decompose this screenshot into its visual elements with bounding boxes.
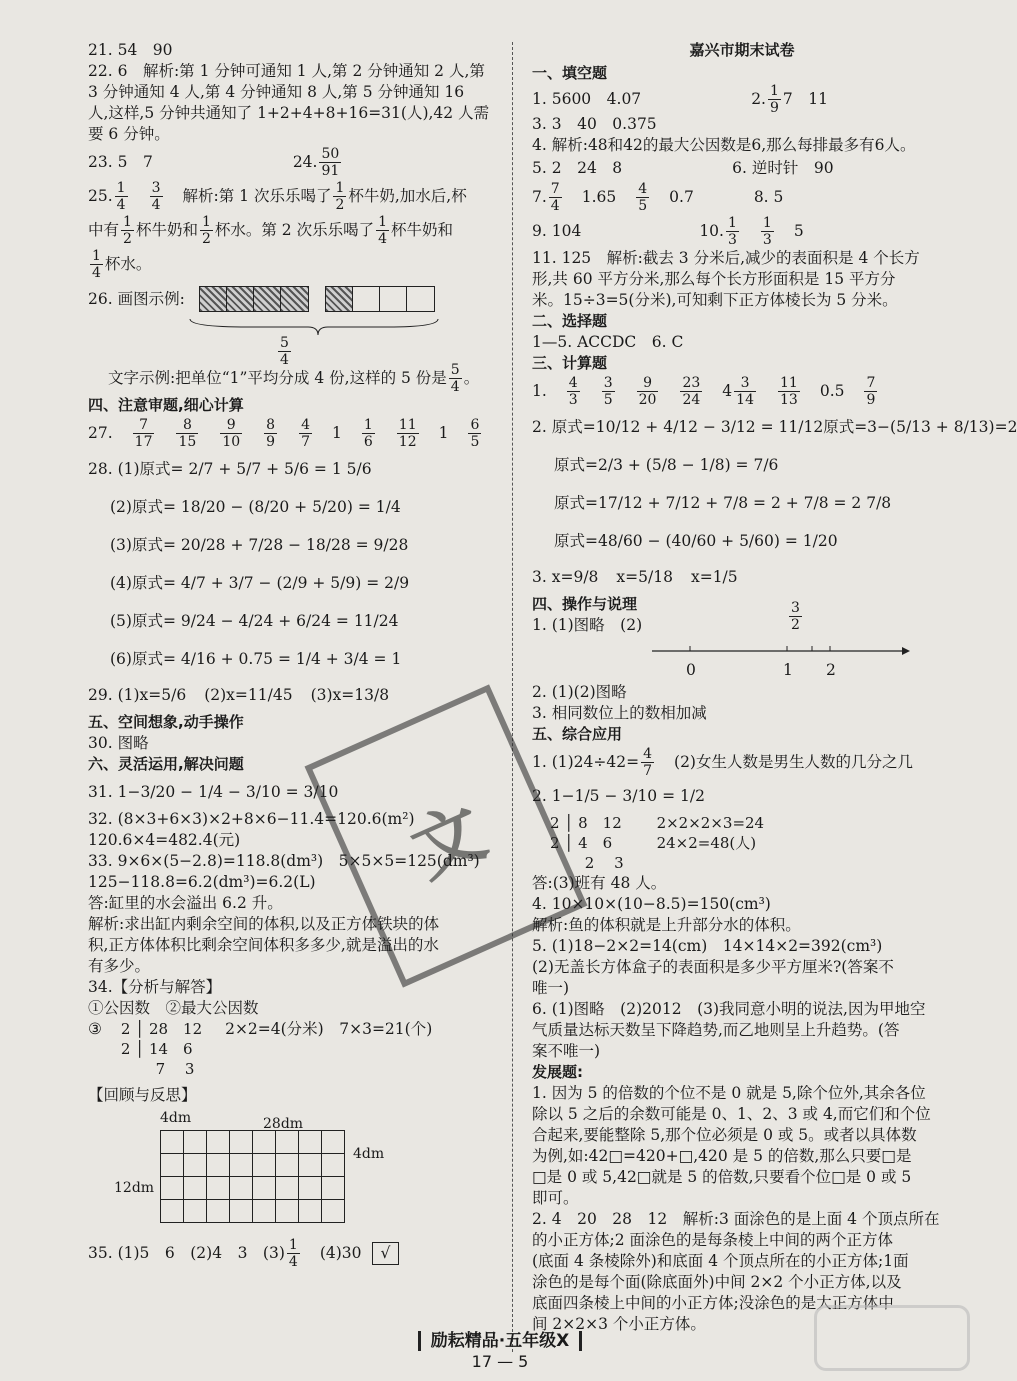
section-4-heading-right: 四、操作与说理: [532, 595, 638, 613]
dev-1-line3: 合起来,要能整除 5,那个位必须是 0 或 5。或者以具体数: [532, 1126, 917, 1144]
check-icon: √: [372, 1242, 400, 1265]
section-5-heading-right: 五、综合应用: [532, 725, 623, 743]
bar-brace: [88, 317, 498, 368]
section-5-heading: 五、空间想象,动手操作: [88, 713, 244, 731]
right-column: [532, 40, 1017, 1335]
section-4-heading: 四、注意审题,细心计算: [88, 396, 244, 414]
answer-25-line2: 中有 $\frac{1}{2}$ 杯牛奶和 $\frac{1}{2}$ 杯水。第 2 次乐乐喝了 $\frac{1}{4}$ 杯牛奶和: [88, 213, 454, 247]
apply-4-line1: 4. 10×10×(10−8.5)=150(cm³): [532, 895, 771, 913]
calc-2-line3: 原式= 17/12 + 7/12 + 7/8 = 2 + 7/8 = 2 7/8: [554, 493, 892, 512]
apply-4-line2: 解析:鱼的体积就是上升部分水的体积。: [532, 916, 801, 934]
dev-2-line6: 间 2×2×3 个小正方体。: [532, 1315, 706, 1333]
op-2: 2. (1)(2)图略: [532, 683, 627, 701]
fraction: $\frac{1}{4}$: [378, 213, 388, 247]
apply-6-line2: 气质量达标天数呈下降趋势,而乙地则呈上升趋势。(答: [532, 1021, 900, 1039]
apply-6-line3: 案不唯一): [532, 1042, 601, 1060]
apply-1: 1. (1)24÷42= $\frac{4}{7}$ (2)女生人数是男生人数的几分之几: [532, 745, 913, 779]
dev-1-line4: 为例,如:42□=420+□,420 是 5 的倍数,那么只要□是: [532, 1147, 912, 1165]
fraction: $\frac{1}{4}$: [116, 179, 126, 213]
review-heading: 【回顾与反思】: [88, 1086, 197, 1104]
answer-23-24: [88, 145, 498, 179]
calc-2-line2: 原式= 2/3 + (5/8 − 1/8) = 7/6: [554, 455, 779, 474]
shaded-bar-1: [199, 286, 309, 312]
tick-label: 2: [826, 661, 836, 679]
answer-30: 30. 图略: [88, 734, 149, 752]
dev-2-line4: 涂色的是每个面(除底面外)中间 2×2 个小正方体,以及: [532, 1273, 902, 1291]
dev-1-line6: 即可。: [532, 1189, 579, 1207]
fraction: $\frac{3}{2}$: [791, 600, 800, 633]
apply-2-division: 2 │ 8 12 2 │ 4 6 2 3 2×2×2×3=24 24×2=48(人): [550, 814, 765, 872]
answer-32-line1: 32. (8×3+6×3)×2+8×6−11.4=120.6(m²): [88, 810, 415, 828]
fill-11-line2: 形,共 60 平方分米,那么每个长方形面积是 15 平方分: [532, 270, 896, 288]
fraction: $\frac{1}{2}$: [123, 213, 132, 247]
answer-31: 31. 1− 3/20 − 1/4 − 3/10 = 3/10: [88, 782, 339, 801]
dev-1-line2: 除以 5 之后的余数可能是 0、1、2、3 或 4,而它们和个位: [532, 1105, 931, 1123]
answer-33-line4: 解析:求出缸内剩余空间的体积,以及正方体铁块的体: [88, 915, 440, 933]
short-division: 2 │ 28 12 2 │ 14 6 7 3: [120, 1020, 203, 1078]
fill-9-10: 9. 104 10. $\frac{1}{3}$ $\frac{1}{3}$ 5: [532, 214, 804, 248]
footer-brand: 励耘精品·五年级X: [0, 1326, 1000, 1351]
dev-2-line3: (底面 4 条棱除外)和底面 4 个顶点所在的小正方体;1面: [532, 1252, 909, 1270]
answer-28-1: 28. (1)原式= 2/7 + 5/7 + 5/6 = 1 5/6: [88, 459, 372, 478]
dev-2-line5: 底面四条棱上中间的小正方体;没涂色的是大正方体中: [532, 1294, 894, 1312]
answer-28-2: (2)原式= 18/20 − (8/20 + 5/20) = 1/4: [110, 497, 401, 516]
dev-2-line1: 2. 4 20 28 12 解析:3 面涂色的是上面 4 个顶点所在: [532, 1210, 940, 1228]
answer-28-5: (5)原式= 9/24 − 4/24 + 6/24 = 11/24: [110, 611, 399, 630]
answer-29: 29. (1)x= 5/6 (2)x= 11/45 (3)x=1 3/8: [88, 685, 390, 704]
grid-table: [160, 1130, 345, 1223]
fill-3: 3. 3 40 0.375: [532, 115, 657, 133]
answer-22-line2: 3 分钟通知 4 人,第 4 分钟通知 8 人,第 5 分钟通知 16: [88, 83, 465, 101]
fill-11-line3: 米。15÷3=5(分米),可知剩下正方体棱长为 5 分米。: [532, 291, 898, 309]
answer-25-line1: 25. $\frac{1}{4}$ $\frac{3}{4}$ 解析:第 1 次乐乐喝了 $\frac{1}{2}$ 杯牛奶,加水后,杯: [88, 179, 467, 213]
grid-figure: 4dm 28dm 4dm 12dm: [88, 1106, 498, 1236]
column-divider: [512, 42, 513, 1352]
apply-5-line2: (2)无盖长方体盒子的表面积是多少平方厘米?(答案不: [532, 958, 894, 976]
answer-24-label: 24.: [292, 152, 318, 171]
section-6-heading: 六、灵活运用,解决问题: [88, 755, 244, 773]
answer-27: 27. $\frac{7}{17}$ $\frac{8}{15}$ $\frac{9}{10}$ $\frac{8}{9}$ $\frac{4}{7}$ 1 $\frac{1}{6}$ $\frac{11}{12}$ 1 $\frac{6}{5}$: [88, 416, 480, 450]
dev-2-line2: 的小正方体;2 面涂色的是每条棱上中间的两个正方体: [532, 1231, 894, 1249]
apply-2-answer: 答:(3)班有 48 人。: [532, 874, 667, 892]
answer-25-line3: $\frac{1}{4}$ 杯水。: [92, 247, 152, 281]
page-number: 17 — 5: [471, 1352, 529, 1371]
answer-28-3: (3)原式= 20/28 + 7/28 − 18/28 = 9/28: [110, 535, 409, 554]
watermark-logo: [814, 1305, 970, 1371]
tick-label: 1: [783, 661, 793, 679]
left-column: [88, 40, 498, 1270]
fraction: $\frac{5}{4}$: [280, 335, 289, 368]
fraction: $\frac{50}{91}$: [321, 145, 340, 179]
answer-32-line2: 120.6×4=482.4(元): [88, 831, 241, 849]
stamp-logo: 文: [305, 684, 588, 987]
development-heading: 发展题:: [532, 1063, 583, 1081]
short-division-2: 2 │ 8 12 2 │ 4 6 2 3: [550, 814, 624, 872]
fill-1-2: 1. 5600 4.07 2. $\frac{1}{9}$ 7 11: [532, 82, 828, 116]
answer-33-line2: 125−118.8=6.2(dm³)=6.2(L): [88, 873, 316, 891]
apply-5-line3: 唯一): [532, 979, 570, 997]
answer-34-line3: ③ 2 │ 28 12 2 │ 14 6 7 3 2×2=4(分米) 7×3=21(个): [88, 1020, 433, 1078]
number-line-axis: [652, 644, 912, 658]
op-1: 1. (1)图略 (2): [532, 616, 643, 634]
answer-22-line1: 22. 6 解析:第 1 分钟可通知 1 人,第 2 分钟通知 2 人,第: [88, 62, 485, 80]
answer-33-line6: 有多少。: [88, 957, 151, 975]
answer-22-line3: 人,这样,5 分钟共通知了 1+2+4+8+16=31(人),42 人需: [88, 104, 490, 122]
apply-5-line1: 5. (1)18−2×2=14(cm) 14×14×2=392(cm³): [532, 937, 883, 955]
exam-title: 嘉兴市期末试卷: [689, 41, 795, 59]
answer-26-text: 文字示例:把单位“1”平均分成 4 份,这样的 5 份是 $\frac{5}{4}$ 。: [108, 361, 480, 395]
fill-4: 4. 解析:48和42的最大公因数是6,那么每排最多有6人。: [532, 136, 916, 154]
section-3-heading: 三、计算题: [532, 354, 608, 372]
answer-28-6: (6)原式= 4/16 + 0.75 = 1/4 + 3/4 = 1: [110, 649, 402, 668]
calc-3: 3. x= 9/8 x= 5/18 x= 1/5: [532, 567, 738, 586]
section-1-heading: 一、填空题: [532, 64, 608, 82]
tick-label: 0: [686, 661, 696, 679]
shaded-bar-2: [325, 286, 435, 312]
fraction: $\frac{1}{2}$: [201, 213, 211, 247]
answer-35: 35. (1)5 6 (2)4 3 (3) $\frac{1}{4}$ (4)30 √: [88, 1236, 498, 1270]
answer-21: 21. 54 90: [88, 41, 173, 59]
op-3: 3. 相同数位上的数相加减: [532, 704, 707, 722]
fill-7-8: 7. $\frac{7}{4}$ 1.65 $\frac{4}{5}$ 0.7 8. 5: [532, 180, 784, 214]
dev-1-line1: 1. 因为 5 的倍数的个位不是 0 就是 5,除个位外,其余各位: [532, 1084, 926, 1102]
fraction: $\frac{1}{2}$: [335, 179, 345, 213]
answer-33-line3: 答:缸里的水会溢出 6.2 升。: [88, 894, 283, 912]
choice-answers: 1—5. ACCDC 6. C: [532, 333, 684, 351]
dev-1-line5: □是 0 或 5,42□就是 5 的倍数,只要看个位□是 0 或 5: [532, 1168, 912, 1186]
calc-2-line4: 原式= 48/60 − (40/60 + 5/60) = 1/20: [554, 531, 838, 550]
answer-23: 23. 5 7: [88, 152, 153, 171]
calc-1: 1. $\frac{4}{3}$ $\frac{3}{5}$ $\frac{9}{20}$ $\frac{23}{24}$ 4 $\frac{3}{14}$ $\frac{11}{13}$ 0.5 $\frac{7}{9}$: [532, 374, 876, 408]
answer-28-4: (4)原式= 4/7 + 3/7 − (2/9 + 5/9) = 2/9: [110, 573, 410, 592]
fraction: $\frac{3}{4}$: [151, 179, 161, 213]
calc-2-line1: 2. 原式= 10/12 + 4/12 − 3/12 = 11/12 原式=3−( 5/13 + 8/13 )=2: [532, 417, 1017, 436]
fill-11-line1: 11. 125 解析:截去 3 分米后,减少的表面积是 4 个长方: [532, 249, 920, 267]
brace-icon: [188, 317, 448, 337]
answer-34-line1: 34.【分析与解答】: [88, 978, 222, 996]
answer-33-line1: 33. 9×6×(5−2.8)=118.8(dm³) 5×5×5=125(dm³): [88, 852, 480, 870]
answer-26: 26. 画图示例:: [88, 281, 498, 317]
fraction: $\frac{1}{4}$: [92, 247, 101, 281]
fraction: $\frac{5}{4}$: [450, 361, 460, 395]
fill-5-6: 5. 2 24 8 6. 逆时针 90: [532, 158, 834, 177]
answer-33-line5: 积,正方体体积比剩余空间体积多多少,就是溢出的水: [88, 936, 439, 954]
answer-34-line2: ①公因数 ②最大公因数: [88, 999, 259, 1017]
apply-2: 2. 1− 1/5 − 3/10 = 1/2: [532, 786, 705, 805]
apply-6-line1: 6. (1)图略 (2)2012 (3)我同意小明的说法,因为甲地空: [532, 1000, 926, 1018]
section-2-heading: 二、选择题: [532, 312, 608, 330]
answer-22-line4: 要 6 分钟。: [88, 125, 170, 143]
